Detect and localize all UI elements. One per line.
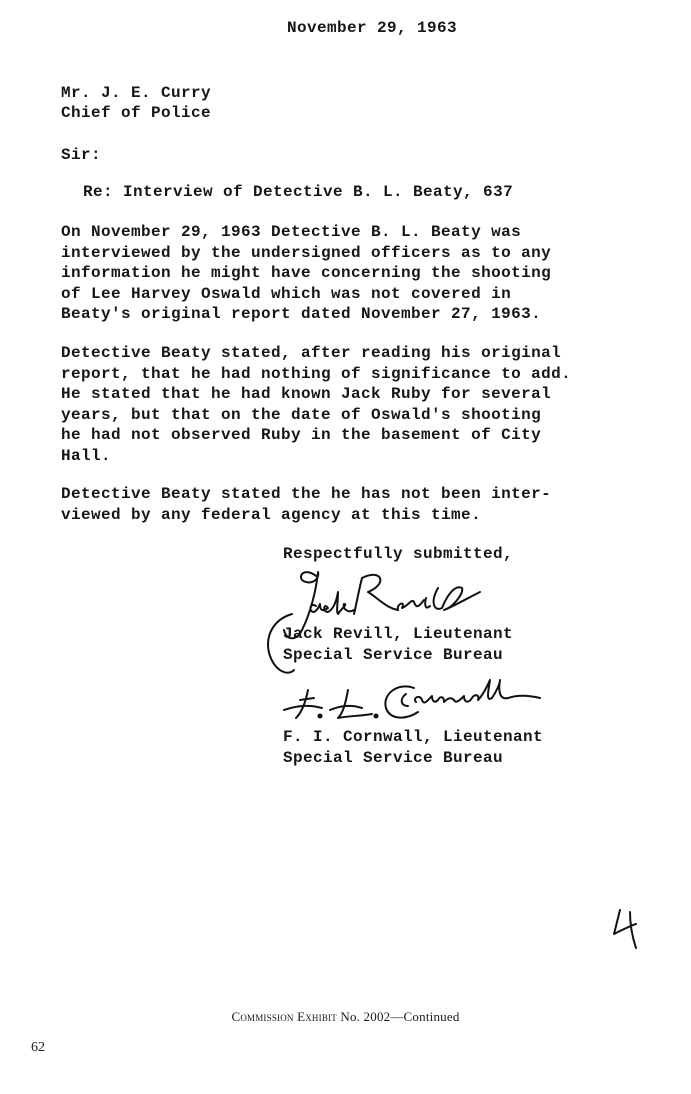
paragraph-line: interviewed by the undersigned officers as to any [61, 243, 552, 262]
subject-line: Re: Interview of Detective B. L. Beaty, 637 [83, 183, 514, 201]
page-number: 62 [31, 1040, 45, 1055]
paragraph-line: report, that he had nothing of significance to add. [61, 364, 572, 383]
signer1-name: Jack Revill, Lieutenant [283, 625, 514, 643]
paragraph-line: Detective Beaty stated the he has not been inter- [61, 485, 552, 503]
letter-date: November 29, 1963 [287, 19, 458, 37]
paragraph-1 [61, 222, 621, 325]
salutation: Sir: [61, 146, 102, 164]
closing: Respectfully submitted, [283, 545, 514, 563]
paragraph-line: viewed by any federal agency at this time. [61, 505, 482, 524]
paragraph-line: information he might have concerning the shooting [61, 264, 552, 282]
addressee-title: Chief of Police [61, 104, 212, 122]
signature-cornwall [278, 670, 563, 730]
paragraph-line: He stated that he had known Jack Ruby for several [61, 385, 552, 403]
exhibit-caption-prefix: Commission Exhibit [231, 1009, 337, 1024]
paragraph-line: he had not observed Ruby in the basement of City [61, 426, 542, 444]
paragraph-line: years, but that on the date of Oswald's shooting [61, 405, 542, 424]
paragraph-line: Beaty's original report dated November 27, 1963. [61, 305, 542, 323]
paragraph-line: On November 29, 1963 Detective B. L. Beaty was [61, 223, 522, 241]
paragraph-line: of Lee Harvey Oswald which was not covered in [61, 284, 512, 303]
paragraph-3 [61, 484, 621, 525]
handwritten-page-mark [610, 908, 640, 950]
paragraph-line: Hall. [61, 446, 112, 465]
paragraph-2 [61, 343, 621, 466]
paragraph-line: Detective Beaty stated, after reading his original [61, 344, 562, 362]
signer2-name: F. I. Cornwall, Lieutenant [283, 728, 544, 746]
signer2-unit: Special Service Bureau [283, 749, 504, 767]
signer1-unit: Special Service Bureau [283, 646, 504, 664]
exhibit-caption-rest: No. 2002—Continued [336, 1009, 460, 1024]
addressee-name: Mr. J. E. Curry [61, 84, 212, 102]
exhibit-caption [0, 1009, 691, 1025]
